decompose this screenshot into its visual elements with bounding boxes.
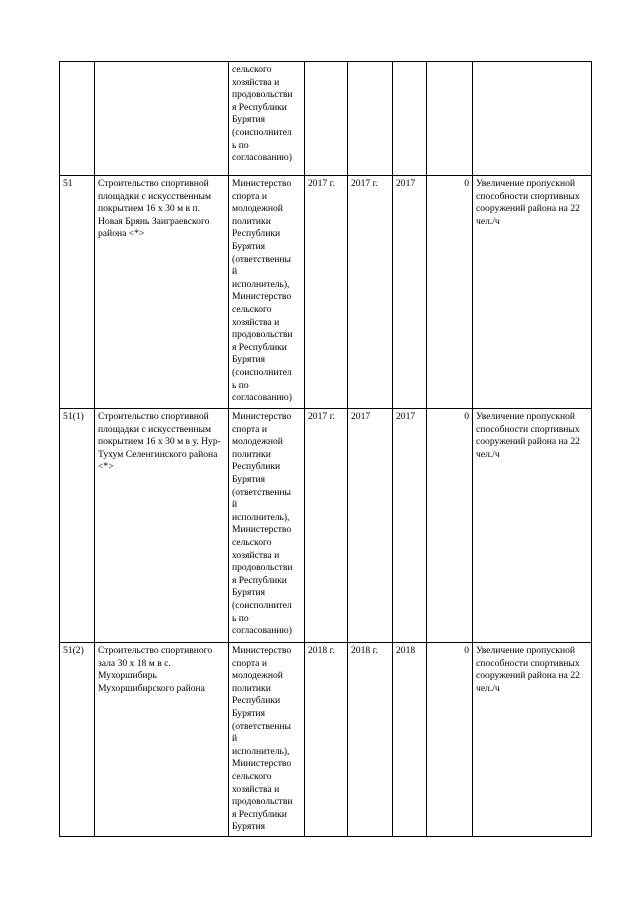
- table-row: [60, 409, 592, 643]
- end-year: 2017 г.: [348, 176, 393, 409]
- value-cell: 0: [427, 176, 473, 409]
- value-cell: 0: [427, 643, 473, 837]
- table-row: [60, 643, 592, 837]
- executor-cell: [229, 409, 305, 643]
- executor-text: Министерство спорта и молодежной политики Республики Бурятия (ответственны й исполнитель), Министерство сельского хозяйства и продовольстви я Республики Бурятия (соисполнител ь по согласованию): [232, 411, 293, 637]
- executor-cell: [229, 176, 305, 409]
- executor-text: Министерство спорта и молодежной политики Республики Бурятия (ответственны й исполнитель), Министерство сельского хозяйства и продовольстви я Республики Бурятия: [232, 645, 293, 833]
- plan-year: [393, 62, 427, 176]
- expected-result: Увеличение пропускной способности спортивных сооружений района на 22 чел./ч: [473, 176, 592, 409]
- expected-result: Увеличение пропускной способности спортивных сооружений района на 22 чел./ч: [473, 643, 592, 837]
- row-number: 51(1): [60, 409, 95, 643]
- row-number: 51(2): [60, 643, 95, 837]
- executor-cell: [229, 643, 305, 837]
- value-cell: [427, 62, 473, 176]
- expected-result: [473, 62, 592, 176]
- end-year: 2018 г.: [348, 643, 393, 837]
- program-table: [59, 61, 592, 837]
- row-number: [60, 62, 95, 176]
- executor-text: сельского хозяйства и продовольстви я Республики Бурятия (соисполнител ь по согласованию): [232, 64, 293, 164]
- executor-text: Министерство спорта и молодежной политики Республики Бурятия (ответственны й исполнитель), Министерство сельского хозяйства и продовольстви я Республики Бурятия (соисполнител ь по согласованию): [232, 178, 293, 404]
- activity-name: [95, 62, 229, 176]
- row-number: 51: [60, 176, 95, 409]
- end-year: 2017: [348, 409, 393, 643]
- activity-name: Строительство спортивной площадки с искусственным покрытием 16 x 30 м в п. Новая Брянь Заиграевского района <*>: [95, 176, 229, 409]
- activity-name: Строительство спортивного зала 30 x 18 м в с. Мухоршибирь Мухоршибирского района: [95, 643, 229, 837]
- start-year: 2017 г.: [305, 176, 348, 409]
- plan-year: 2017: [393, 409, 427, 643]
- executor-cell: [229, 62, 305, 176]
- start-year: [305, 62, 348, 176]
- plan-year: 2018: [393, 643, 427, 837]
- expected-result: Увеличение пропускной способности спортивных сооружений района на 22 чел./ч: [473, 409, 592, 643]
- start-year: 2018 г.: [305, 643, 348, 837]
- start-year: 2017 г.: [305, 409, 348, 643]
- table-row: [60, 176, 592, 409]
- end-year: [348, 62, 393, 176]
- table-row: [60, 62, 592, 176]
- activity-name: Строительство спортивной площадки с искусственным покрытием 16 x 30 м в у. Нур-Тухум Селенгинского района <*>: [95, 409, 229, 643]
- plan-year: 2017: [393, 176, 427, 409]
- value-cell: 0: [427, 409, 473, 643]
